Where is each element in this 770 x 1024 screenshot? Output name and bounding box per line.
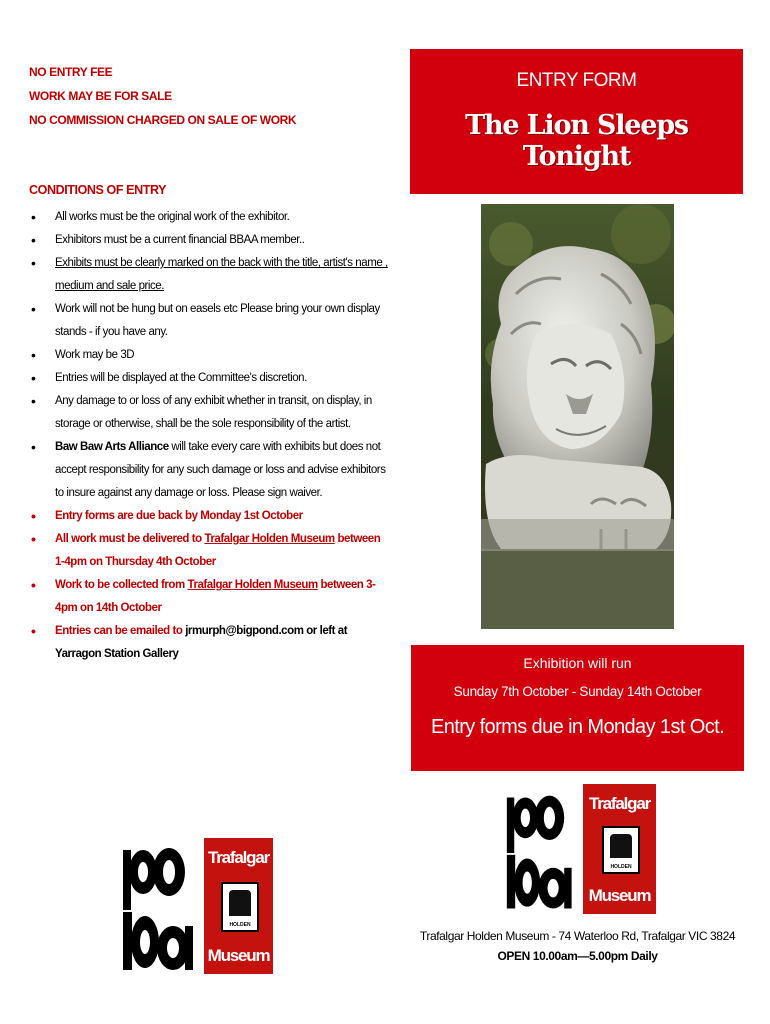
trafalgar-museum-logo [583, 784, 656, 914]
logo-word-trafalgar: Trafalgar [588, 794, 650, 813]
condition-alliance [29, 436, 389, 505]
alliance-name: Baw Baw Arts Alliance [55, 441, 169, 453]
holden-badge [602, 826, 640, 874]
conditions-heading: CONDITIONS OF ENTRY [29, 183, 167, 197]
logo-word-museum: Museum [588, 886, 651, 905]
deliver-venue: Trafalgar Holden Museum [204, 533, 335, 545]
logo-word-museum: Museum [207, 946, 270, 965]
top-notes [29, 60, 296, 132]
note-for-sale: WORK MAY BE FOR SALE [29, 89, 172, 103]
entry-due-line: Entry forms due in Monday 1st Oct. [430, 716, 725, 738]
condition-deliver [29, 528, 389, 574]
exhibition-info-panel [411, 645, 744, 771]
alliance-text: will take every care with exhibits but does not accept responsibility for any such damage or loss and advise exhibitors to insure against any damage or loss. Please sign waiver. [55, 441, 386, 499]
entry-form-panel [409, 48, 744, 195]
email-text-a: Entries can be emailed to [55, 625, 186, 637]
engine-icon [610, 834, 632, 858]
lion-statue-photo [481, 204, 674, 629]
holden-badge [221, 882, 259, 932]
condition-email [29, 620, 389, 666]
exhibition-line-1: Exhibition will run [523, 655, 632, 671]
holden-badge-text: HOLDEN [610, 864, 632, 870]
conditions-list [29, 206, 389, 666]
condition-marked [29, 252, 389, 298]
museum-address: Trafalgar Holden Museum - 74 Waterloo Rd, Trafalgar VIC 3824 [419, 929, 736, 943]
condition-original: • All works must be the original work of the exhibitor. [29, 206, 389, 229]
condition-member: • Exhibitors must be a current financial BBAA member.. [29, 229, 389, 252]
bbaa-logo [121, 844, 201, 976]
bbaa-logo [505, 788, 579, 918]
condition-marked-text: Exhibits must be clearly marked on the back with the title, artist's name , medium and sale price. [55, 257, 388, 292]
holden-badge-text: HOLDEN [229, 922, 251, 928]
condition-damage: • Any damage to or loss of any exhibit whether in transit, on display, in storage or otherwise, shall be the sole responsibility of the artist. [29, 390, 389, 436]
email-text-b: jrmurph@bigpond.com or left at Yarragon Station Gallery [55, 625, 348, 660]
logo-word-trafalgar: Trafalgar [207, 848, 269, 867]
condition-easels: • Work will not be hung but on easels etc Please bring your own display stands - if you have any. [29, 298, 389, 344]
entry-form-label: ENTRY FORM [516, 70, 637, 91]
collect-venue: Trafalgar Holden Museum [187, 579, 318, 591]
exhibition-dates: Sunday 7th October - Sunday 14th October [453, 684, 702, 699]
condition-discretion: • Entries will be displayed at the Committee's discretion. [29, 367, 389, 390]
museum-address-block [411, 926, 744, 966]
collect-text-b: between 3-4pm on 14th October [55, 579, 376, 614]
deliver-text-a: All work must be delivered to [55, 533, 205, 545]
exhibition-title: The Lion Sleeps Tonight [465, 110, 688, 172]
note-no-commission: NO COMMISSION CHARGED ON SALE OF WORK [29, 113, 297, 127]
engine-icon [229, 890, 251, 916]
condition-due: • Entry forms are due back by Monday 1st October [29, 505, 389, 528]
deliver-text-b: between 1-4pm on Thursday 4th October [55, 533, 381, 568]
note-entry-fee: NO ENTRY FEE [29, 65, 113, 79]
condition-collect [29, 574, 389, 620]
trafalgar-museum-logo [204, 838, 273, 974]
condition-3d: • Work may be 3D [29, 344, 389, 367]
collect-text-a: Work to be collected from [55, 579, 188, 591]
opening-hours: OPEN 10.00am—5.00pm Daily [497, 949, 658, 963]
